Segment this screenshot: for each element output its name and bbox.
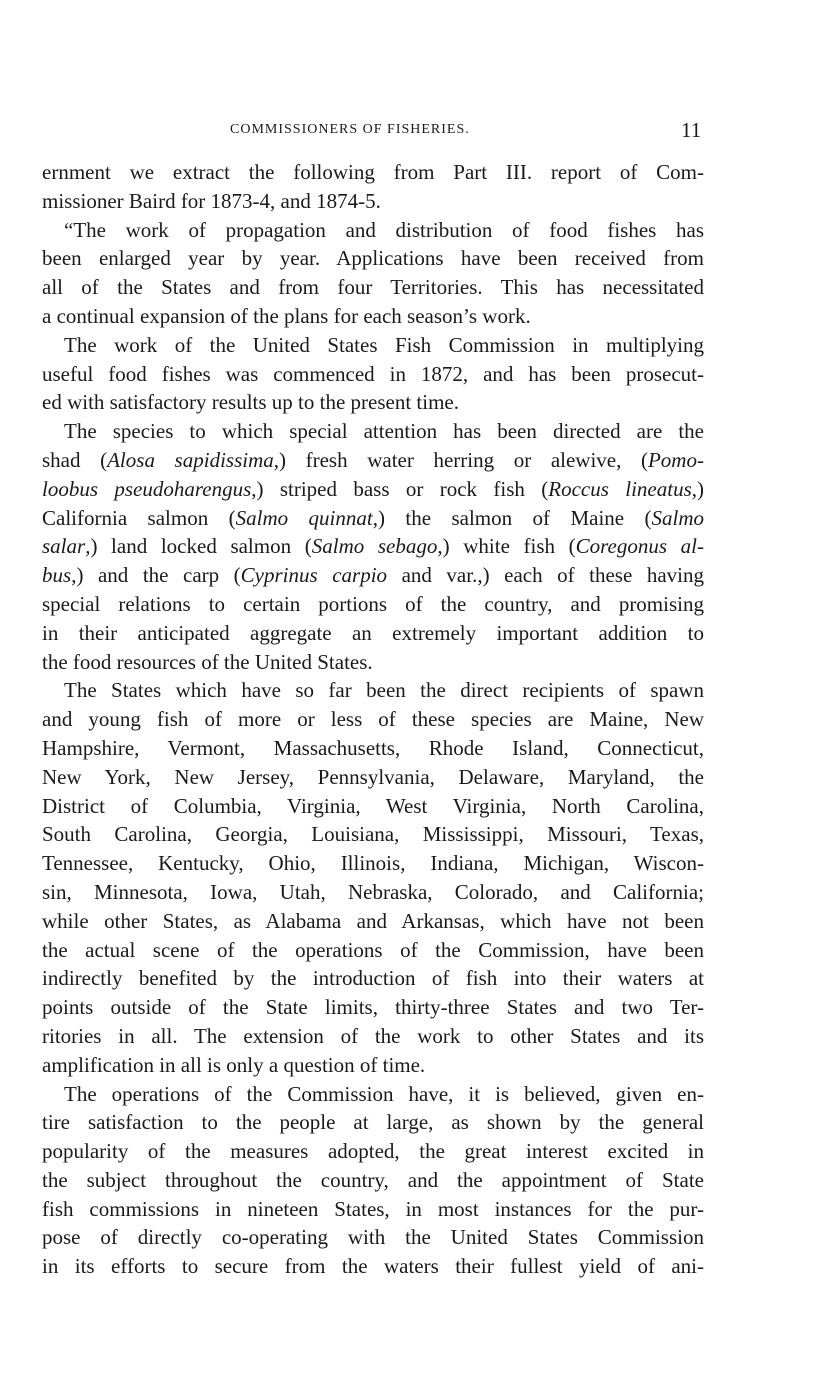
text-line: special relations to certain portions of the country, and promising <box>42 591 704 616</box>
text-line: been enlarged year by year. Applications have been received from <box>42 246 704 271</box>
text-line: in its efforts to secure from the waters their fullest yield of ani- <box>42 1254 704 1279</box>
text-line: The States which have so far been the direct recipients of spawn <box>64 678 704 703</box>
text-line: “The work of propagation and distribution of food fishes has <box>64 217 704 242</box>
text-line: fish commissions in nineteen States, in most instances for the pur- <box>42 1196 704 1221</box>
text-line: points outside of the State limits, thirty-three States and two Ter- <box>42 995 704 1020</box>
text-line: and young fish of more or less of these species are Maine, New <box>42 707 704 732</box>
text-line: a continual expansion of the plans for each season’s work. <box>42 303 531 328</box>
paragraph <box>42 676 704 1079</box>
text-line: pose of directly co-operating with the United States Commission <box>42 1225 704 1250</box>
text-line: salar,) land locked salmon (Salmo sebago,) white fish (Coregonus al- <box>42 534 704 559</box>
paragraph <box>42 158 704 216</box>
text-line: indirectly benefited by the introduction of fish into their waters at <box>42 966 704 991</box>
text-line: The work of the United States Fish Commission in multiplying <box>64 332 704 357</box>
text-line: bus,) and the carp (Cyprinus carpio and var.,) each of these having <box>42 563 704 588</box>
text-line: New York, New Jersey, Pennsylvania, Delaware, Maryland, the <box>42 764 704 789</box>
text-line: South Carolina, Georgia, Louisiana, Mississippi, Missouri, Texas, <box>42 822 704 847</box>
page-number: 11 <box>681 118 702 142</box>
running-title: COMMISSIONERS OF FISHERIES. <box>230 122 470 137</box>
text-line: District of Columbia, Virginia, West Virginia, North Carolina, <box>42 793 704 818</box>
text-line: popularity of the measures adopted, the great interest excited in <box>42 1139 704 1164</box>
text-line: shad (Alosa sapidissima,) fresh water herring or alewive, (Pomo- <box>42 447 704 472</box>
body-text <box>42 158 704 1281</box>
paragraph <box>42 216 704 331</box>
text-line: the subject throughout the country, and the appointment of State <box>42 1167 704 1192</box>
text-line: Hampshire, Vermont, Massachusetts, Rhode Island, Connecticut, <box>42 735 704 760</box>
paragraph <box>42 417 704 676</box>
text-line: tire satisfaction to the people at large, as shown by the general <box>42 1110 704 1135</box>
paragraph <box>42 331 704 417</box>
text-line: amplification in all is only a question of time. <box>42 1052 426 1077</box>
text-line: ritories in all. The extension of the work to other States and its <box>42 1023 704 1048</box>
text-line: missioner Baird for 1873-4, and 1874-5. <box>42 188 381 213</box>
text-line: the actual scene of the operations of the Commission, have been <box>42 937 704 962</box>
text-line: ed with satisfactory results up to the present time. <box>42 390 459 415</box>
running-head <box>0 118 824 144</box>
text-line: The species to which special attention has been directed are the <box>64 419 704 444</box>
text-line: in their anticipated aggregate an extremely important addition to <box>42 620 704 645</box>
text-line: while other States, as Alabama and Arkansas, which have not been <box>42 908 704 933</box>
text-line: the food resources of the United States. <box>42 649 373 674</box>
text-line: loobus pseudoharengus,) striped bass or rock fish (Roccus lineatus,) <box>42 476 704 501</box>
text-line: ernment we extract the following from Part III. report of Com- <box>42 160 704 184</box>
text-line: useful food fishes was commenced in 1872, and has been prosecut- <box>42 361 704 386</box>
text-line: Tennessee, Kentucky, Ohio, Illinois, Indiana, Michigan, Wiscon- <box>42 851 704 876</box>
text-line: The operations of the Commission have, it is believed, given en- <box>64 1081 704 1106</box>
text-line: sin, Minnesota, Iowa, Utah, Nebraska, Colorado, and California; <box>42 879 704 904</box>
text-line: all of the States and from four Territories. This has necessitated <box>42 275 704 300</box>
paragraph <box>42 1080 704 1282</box>
text-line: California salmon (Salmo quinnat,) the salmon of Maine (Salmo <box>42 505 705 530</box>
